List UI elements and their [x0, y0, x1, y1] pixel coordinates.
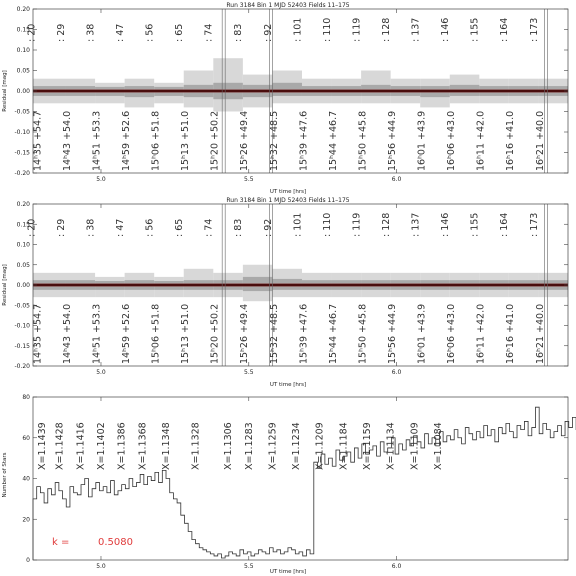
panel-middle-xlabel: UT time [hrs]	[269, 382, 307, 388]
y-tick-label-top: 0.00	[16, 88, 30, 95]
panel-middle-ylabel: Residual [mag]	[2, 264, 8, 306]
y-tick-label-middle: 0.15	[16, 221, 30, 229]
field-number-label-middle: : 20	[26, 218, 38, 237]
x-tick-label-middle: 5.5	[244, 369, 254, 376]
field-number-label-top: : 56	[144, 23, 156, 42]
time-dec-label-top: 16ʰ01 +43.9	[416, 110, 428, 171]
field-number-label-middle: : 155	[469, 212, 481, 237]
airmass-label: X=1.1234	[291, 422, 303, 470]
time-dec-label-top: 15ʰ13 +51.0	[180, 110, 192, 171]
field-number-label-top: : 83	[233, 23, 245, 42]
airmass-label: X=1.1328	[190, 422, 202, 470]
field-number-label-middle: : 29	[55, 218, 67, 237]
field-number-label-middle: : 92	[262, 218, 274, 237]
k-label: k =	[52, 537, 70, 548]
y-tick-label-top: 0.10	[16, 47, 30, 54]
field-number-label-middle: : 83	[233, 218, 245, 237]
field-number-label-middle: : 137	[410, 212, 422, 237]
airmass-label: X=1.1368	[137, 422, 149, 470]
time-dec-label-middle: 14ʰ59 +52.6	[120, 303, 132, 364]
y-tick-label-bottom: 0	[26, 557, 30, 564]
y-tick-label-middle: 0.10	[16, 241, 30, 249]
field-number-label-top: : 101	[292, 17, 304, 42]
time-dec-label-middle: 16ʰ21 +40.0	[534, 303, 546, 364]
time-dec-label-middle: 15ʰ20 +50.2	[209, 303, 221, 364]
field-number-label-middle: : 101	[292, 212, 304, 237]
x-tick-label-top: 6.0	[391, 176, 402, 183]
field-number-label-middle: : 56	[144, 218, 156, 237]
y-tick-label-middle: -0.10	[14, 322, 30, 330]
y-tick-label-top: -0.05	[14, 108, 30, 116]
time-dec-label-middle: 15ʰ50 +45.8	[357, 303, 369, 364]
residual-panel-top	[2, 2, 568, 195]
time-dec-label-middle: 14ʰ43 +54.0	[61, 303, 73, 364]
time-dec-label-top: 15ʰ20 +50.2	[209, 110, 221, 171]
time-dec-label-top: 15ʰ56 +44.9	[386, 110, 398, 171]
y-tick-label-top: -0.20	[14, 170, 30, 177]
airmass-label: X=1.1306	[223, 422, 235, 470]
field-number-label-middle: : 164	[499, 212, 511, 237]
time-dec-label-top: 16ʰ16 +41.0	[505, 110, 517, 171]
field-number-label-top: : 128	[380, 17, 392, 42]
y-tick-label-middle: 0.20	[16, 201, 30, 208]
y-tick-label-top: -0.10	[14, 129, 30, 136]
time-dec-label-top: 14ʰ35 +54.7	[32, 110, 44, 171]
field-number-label-middle: : 38	[85, 218, 97, 237]
y-tick-label-middle: -0.20	[14, 363, 30, 370]
airmass-label: X=1.1428	[54, 422, 66, 470]
time-dec-label-middle: 15ʰ56 +44.9	[386, 303, 398, 364]
field-number-label-top: : 65	[174, 23, 186, 42]
time-dec-label-top: 15ʰ32 +48.5	[268, 110, 280, 171]
x-tick-label-middle: 5.0	[96, 369, 106, 376]
field-number-label-middle: : 110	[321, 212, 333, 237]
time-dec-label-top: 15ʰ50 +45.8	[357, 110, 369, 171]
star-count-panel	[2, 394, 576, 575]
time-dec-label-middle: 16ʰ16 +41.0	[505, 303, 517, 364]
field-number-label-top: : 164	[499, 17, 511, 42]
field-number-label-middle: : 146	[440, 212, 452, 237]
field-number-label-top: : 155	[469, 17, 481, 42]
panel-bottom-ylabel: Number of Stars	[2, 452, 8, 498]
field-number-label-middle: : 128	[380, 212, 392, 237]
time-dec-label-middle: 15ʰ44 +46.7	[327, 303, 339, 364]
field-number-label-top: : 29	[55, 23, 67, 42]
time-dec-label-top: 14ʰ59 +52.6	[120, 110, 132, 171]
y-tick-label-bottom: 40	[22, 475, 30, 483]
airmass-label: X=1.1184	[338, 422, 350, 470]
field-number-label-top: : 110	[321, 17, 333, 42]
time-dec-label-middle: 15ʰ26 +49.4	[239, 303, 251, 364]
time-dec-label-middle: 14ʰ51 +53.3	[91, 303, 103, 364]
y-tick-label-bottom: 60	[22, 434, 30, 442]
time-dec-label-top: 16ʰ21 +40.0	[534, 110, 546, 171]
y-tick-label-top: 0.05	[16, 67, 30, 75]
field-number-label-middle: : 74	[203, 218, 215, 237]
x-tick-label-top: 5.5	[244, 176, 254, 183]
airmass-label: X=1.1159	[362, 422, 374, 470]
x-tick-label-top: 5.0	[96, 176, 106, 183]
y-tick-label-top: 0.20	[16, 6, 30, 13]
airmass-label: X=1.1416	[75, 422, 87, 470]
panel-top-xlabel: UT time [hrs]	[269, 189, 307, 195]
y-tick-label-top: -0.15	[14, 149, 30, 157]
panel-top-title: Run 3184 Bin 1 MJD 52403 Fields 11–175	[226, 2, 350, 9]
plot-frame-bottom	[33, 397, 568, 560]
time-dec-label-top: 15ʰ39 +47.6	[298, 110, 310, 171]
time-dec-label-top: 15ʰ26 +49.4	[239, 110, 251, 171]
y-tick-label-bottom: 80	[22, 394, 30, 401]
airmass-label: X=1.1439	[36, 422, 48, 470]
time-dec-label-top: 15ʰ44 +46.7	[327, 110, 339, 171]
airmass-label: X=1.1259	[267, 422, 279, 470]
y-tick-label-middle: 0.05	[16, 261, 30, 269]
time-dec-label-middle: 15ʰ39 +47.6	[298, 303, 310, 364]
time-dec-label-middle: 14ʰ35 +54.7	[32, 303, 44, 364]
panel-bottom-xlabel: UT time [hrs]	[269, 569, 307, 575]
x-tick-label-bottom: 5.0	[96, 563, 106, 570]
field-number-label-top: : 38	[85, 23, 97, 42]
time-dec-label-middle: 15ʰ32 +48.5	[268, 303, 280, 364]
time-dec-label-top: 15ʰ06 +51.8	[150, 110, 162, 171]
field-number-label-top: : 146	[440, 17, 452, 42]
time-dec-label-middle: 16ʰ01 +43.9	[416, 303, 428, 364]
y-tick-label-bottom: 20	[22, 516, 30, 524]
field-number-label-top: : 137	[410, 17, 422, 42]
panel-middle-title: Run 3184 Bin 1 MJD 52403 Fields 11–175	[226, 197, 350, 204]
y-tick-label-middle: 0.00	[16, 282, 30, 289]
y-tick-label-top: 0.15	[16, 26, 30, 34]
airmass-label: X=1.1084	[432, 422, 444, 470]
airmass-label: X=1.1386	[116, 422, 128, 470]
airmass-label: X=1.1348	[161, 422, 173, 470]
airmass-label: X=1.1109	[409, 422, 421, 470]
time-dec-label-middle: 16ʰ06 +43.0	[446, 303, 458, 364]
airmass-label: X=1.1134	[385, 422, 397, 470]
field-number-label-middle: : 119	[351, 212, 363, 237]
field-number-label-top: : 47	[114, 23, 126, 42]
field-number-label-top: : 173	[528, 17, 540, 42]
time-dec-label-top: 16ʰ06 +43.0	[446, 110, 458, 171]
field-number-label-middle: : 65	[174, 218, 186, 237]
k-value: 0.5080	[98, 537, 133, 548]
field-number-label-middle: : 47	[114, 218, 126, 237]
airmass-label: X=1.1209	[314, 422, 326, 470]
field-number-label-top: : 74	[203, 23, 215, 42]
field-number-label-top: : 92	[262, 23, 274, 42]
time-dec-label-middle: 15ʰ13 +51.0	[180, 303, 192, 364]
field-number-label-top: : 20	[26, 23, 38, 42]
y-tick-label-middle: -0.15	[14, 342, 30, 350]
airmass-label: X=1.1402	[95, 422, 107, 470]
time-dec-label-top: 16ʰ11 +42.0	[475, 110, 487, 171]
y-tick-label-middle: -0.05	[14, 302, 30, 310]
x-tick-label-bottom: 5.5	[244, 563, 254, 570]
time-dec-label-top: 14ʰ43 +54.0	[61, 110, 73, 171]
field-number-label-top: : 119	[351, 17, 363, 42]
x-tick-label-bottom: 6.0	[391, 563, 402, 570]
time-dec-label-top: 14ʰ51 +53.3	[91, 110, 103, 171]
airmass-label: X=1.1283	[243, 422, 255, 470]
x-tick-label-middle: 6.0	[391, 369, 402, 376]
residual-panel-middle	[2, 197, 568, 388]
time-dec-label-middle: 15ʰ06 +51.8	[150, 303, 162, 364]
field-number-label-middle: : 173	[528, 212, 540, 237]
time-dec-label-middle: 16ʰ11 +42.0	[475, 303, 487, 364]
panel-top-ylabel: Residual [mag]	[2, 70, 8, 112]
